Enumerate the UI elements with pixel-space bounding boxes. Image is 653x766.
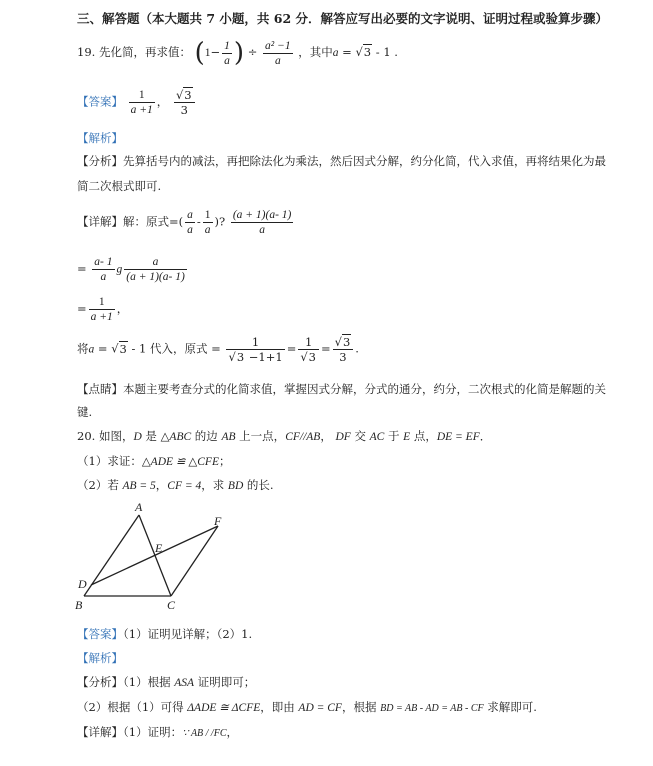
p1-b: △ADE ≌ △CFE xyxy=(141,456,219,468)
answer-root-frac: $\frac{√3}{3}$ xyxy=(174,88,195,117)
label-f: F xyxy=(214,514,222,528)
q19-point-line1 xyxy=(77,381,606,397)
s2-frac2: $\frac{a}{(a + 1)(a- 1)}$ xyxy=(126,256,185,283)
condition-tail: - 1 . xyxy=(372,45,398,59)
sub-prefix: 将 xyxy=(77,341,89,356)
fenxi-text1: 先算括号内的减法，再把除法化为乘法，然后因式分解，约分化简，代入求值，再将结果化为最 xyxy=(123,154,606,168)
q20-t1: 20. 如图， xyxy=(77,429,134,443)
q20-part2 xyxy=(77,477,274,493)
q20-fenxi-label: 【分析】 xyxy=(77,675,123,689)
s3-eq: = xyxy=(77,301,87,316)
f2-e: ，根据 xyxy=(341,700,381,714)
q20-t10: DF xyxy=(335,431,351,443)
p2-a: （2）若 xyxy=(77,478,123,492)
f1-a: （1）根据 xyxy=(123,675,175,689)
q20-t11: 交 xyxy=(350,429,370,443)
q20-t13: 于 xyxy=(384,429,404,443)
expr-minus: − xyxy=(210,45,221,59)
q19-substitution xyxy=(77,335,359,364)
dt-a: （1）证明： xyxy=(123,725,183,739)
q20-answer-text: （1）证明见详解；（2）1. xyxy=(123,627,253,641)
sub-end: . xyxy=(355,341,359,356)
q20-t15: 点， xyxy=(410,429,437,443)
answer-label: 【答案】 xyxy=(77,94,123,109)
sub-eq: = xyxy=(94,341,112,356)
detail-prefix: 解：原式=( xyxy=(123,214,184,229)
q19-number: 19. xyxy=(77,45,96,59)
condition-prefix: ，其中 xyxy=(298,45,333,59)
q19-answer xyxy=(77,88,197,117)
label-c: C xyxy=(167,598,176,612)
q20-detail-label: 【详解】 xyxy=(77,725,123,739)
p2-b: AB = 5 xyxy=(122,480,156,492)
geometry-figure xyxy=(70,498,240,616)
label-e: E xyxy=(155,541,163,555)
p2-g: 的长. xyxy=(243,478,274,492)
q20-t3: 是 xyxy=(141,429,161,443)
sub-eq2: = xyxy=(286,341,297,356)
p1-c: ； xyxy=(218,454,231,468)
q19-fenxi-line1 xyxy=(77,153,606,169)
s2-eq: = xyxy=(77,261,87,276)
q20-t5: 的边 xyxy=(191,429,222,443)
section-heading: 三、解答题（本大题共 7 小题，共 62 分．解答应写出必要的文字说明、证明过程或验算步骤） xyxy=(77,11,609,26)
expr-frac1: $\frac{1}{a}$ xyxy=(224,39,230,67)
point-text1: 本题主要考查分式的化简求值，掌握因式分解，分式的通分，约分，二次根式的化简是解题的关 xyxy=(123,382,606,396)
f2-b: ΔADE ≅ ΔCFE xyxy=(187,702,261,714)
q20-t17: ． xyxy=(479,429,492,443)
f2-g: 求解即可. xyxy=(483,700,537,714)
q20-t2: D xyxy=(133,431,142,443)
expr-div: ÷ xyxy=(247,45,258,59)
p2-d: CF = 4 xyxy=(167,480,202,492)
q20-t9: ， xyxy=(320,429,336,443)
sub-root: 3 xyxy=(119,341,127,356)
q20-t14: E xyxy=(403,431,411,443)
q20-analysis-label: 【解析】 xyxy=(77,651,123,665)
answer-frac: $\frac{1}{a +1}$ xyxy=(130,89,153,116)
paren-open: ( xyxy=(194,38,205,68)
paren-close: ) xyxy=(233,38,245,68)
p2-e: ，求 xyxy=(201,478,228,492)
sub-eq3: = xyxy=(321,341,331,356)
q20-t8: CF//AB xyxy=(285,431,321,443)
s2-g: g xyxy=(116,263,123,276)
f1-b: ASA xyxy=(174,677,195,689)
q20-t7: 上一点， xyxy=(235,429,286,443)
answer-sep: ， xyxy=(156,94,169,109)
q20-answer-label: 【答案】 xyxy=(77,627,123,641)
f2-d: AD = CF xyxy=(298,702,342,714)
sqrt-icon: √ xyxy=(111,341,119,356)
f2-c: ，即由 xyxy=(260,700,299,714)
dt-b: ∵ AB / /FC xyxy=(182,728,227,739)
q19-point-line2: 键. xyxy=(77,405,93,419)
p2-c: ， xyxy=(155,478,168,492)
d1-frac1: $\frac{a}{a}$ xyxy=(187,209,193,236)
condition-var: a xyxy=(332,47,339,59)
p2-f: BD xyxy=(227,480,244,492)
sub-frac1: $\frac{1}{√3 -1+1}$ xyxy=(228,335,283,364)
q20-fenxi-line2 xyxy=(77,699,537,715)
q20-part1 xyxy=(77,453,230,469)
q19-fenxi-line2: 简二次根式即可. xyxy=(77,179,162,193)
f1-c: 证明即可； xyxy=(194,675,256,689)
sub-tail: - 1 代入，原式 = xyxy=(127,341,221,356)
q20-t16: DE = EF xyxy=(436,431,480,443)
label-b: B xyxy=(75,598,83,612)
d1-frac2: $\frac{1}{a}$ xyxy=(204,209,211,236)
f2-a: （2）根据（1）可得 xyxy=(77,700,188,714)
s3-frac: $\frac{1}{a +1}$ xyxy=(90,296,113,323)
dt-c: ， xyxy=(226,725,238,739)
q20-t4: △ABC xyxy=(160,431,192,443)
q20-t12: AC xyxy=(369,431,385,443)
label-a: A xyxy=(135,500,143,514)
d1-frac3: $\frac{(a + 1)(a- 1)}{a}$ xyxy=(232,209,292,236)
q19-statement xyxy=(77,38,398,68)
condition-eq: = xyxy=(338,45,356,59)
p1-a: （1）求证： xyxy=(77,454,142,468)
q20-statement xyxy=(77,428,491,444)
sub-frac2: $\frac{1}{√3}$ xyxy=(298,335,319,364)
q20-fenxi-line1 xyxy=(77,674,255,690)
q19-step3 xyxy=(77,295,128,324)
q20-answer xyxy=(77,626,252,642)
expr-frac2: $\frac{\text{a² −1}}{a}$ xyxy=(265,39,291,67)
point-label: 【点睛】 xyxy=(77,382,123,396)
d1-minus: - xyxy=(196,214,201,229)
d1-close: )? xyxy=(214,214,226,229)
fenxi-label: 【分析】 xyxy=(77,154,123,168)
sqrt-icon: √ xyxy=(355,45,363,59)
q19-step2 xyxy=(77,255,189,284)
condition-root: 3 xyxy=(363,45,372,59)
q19-detail-step1 xyxy=(77,208,295,237)
q19-analysis-label: 【解析】 xyxy=(77,131,123,145)
q20-t6: AB xyxy=(221,431,236,443)
label-d: D xyxy=(78,577,87,591)
s3-tail: ， xyxy=(116,301,129,316)
detail-label: 【详解】 xyxy=(77,214,123,229)
sub-var: a xyxy=(88,343,95,356)
s2-frac1: $\frac{a- 1}{a}$ xyxy=(94,256,113,283)
q20-detail xyxy=(77,724,238,740)
f2-f: BD = AB - AD = AB - CF xyxy=(380,703,484,714)
expr-one: 1 xyxy=(204,47,211,59)
sub-frac3: $\frac{√3}{3}$ xyxy=(333,335,354,364)
q19-prompt: 先化简，再求值： xyxy=(98,45,191,59)
